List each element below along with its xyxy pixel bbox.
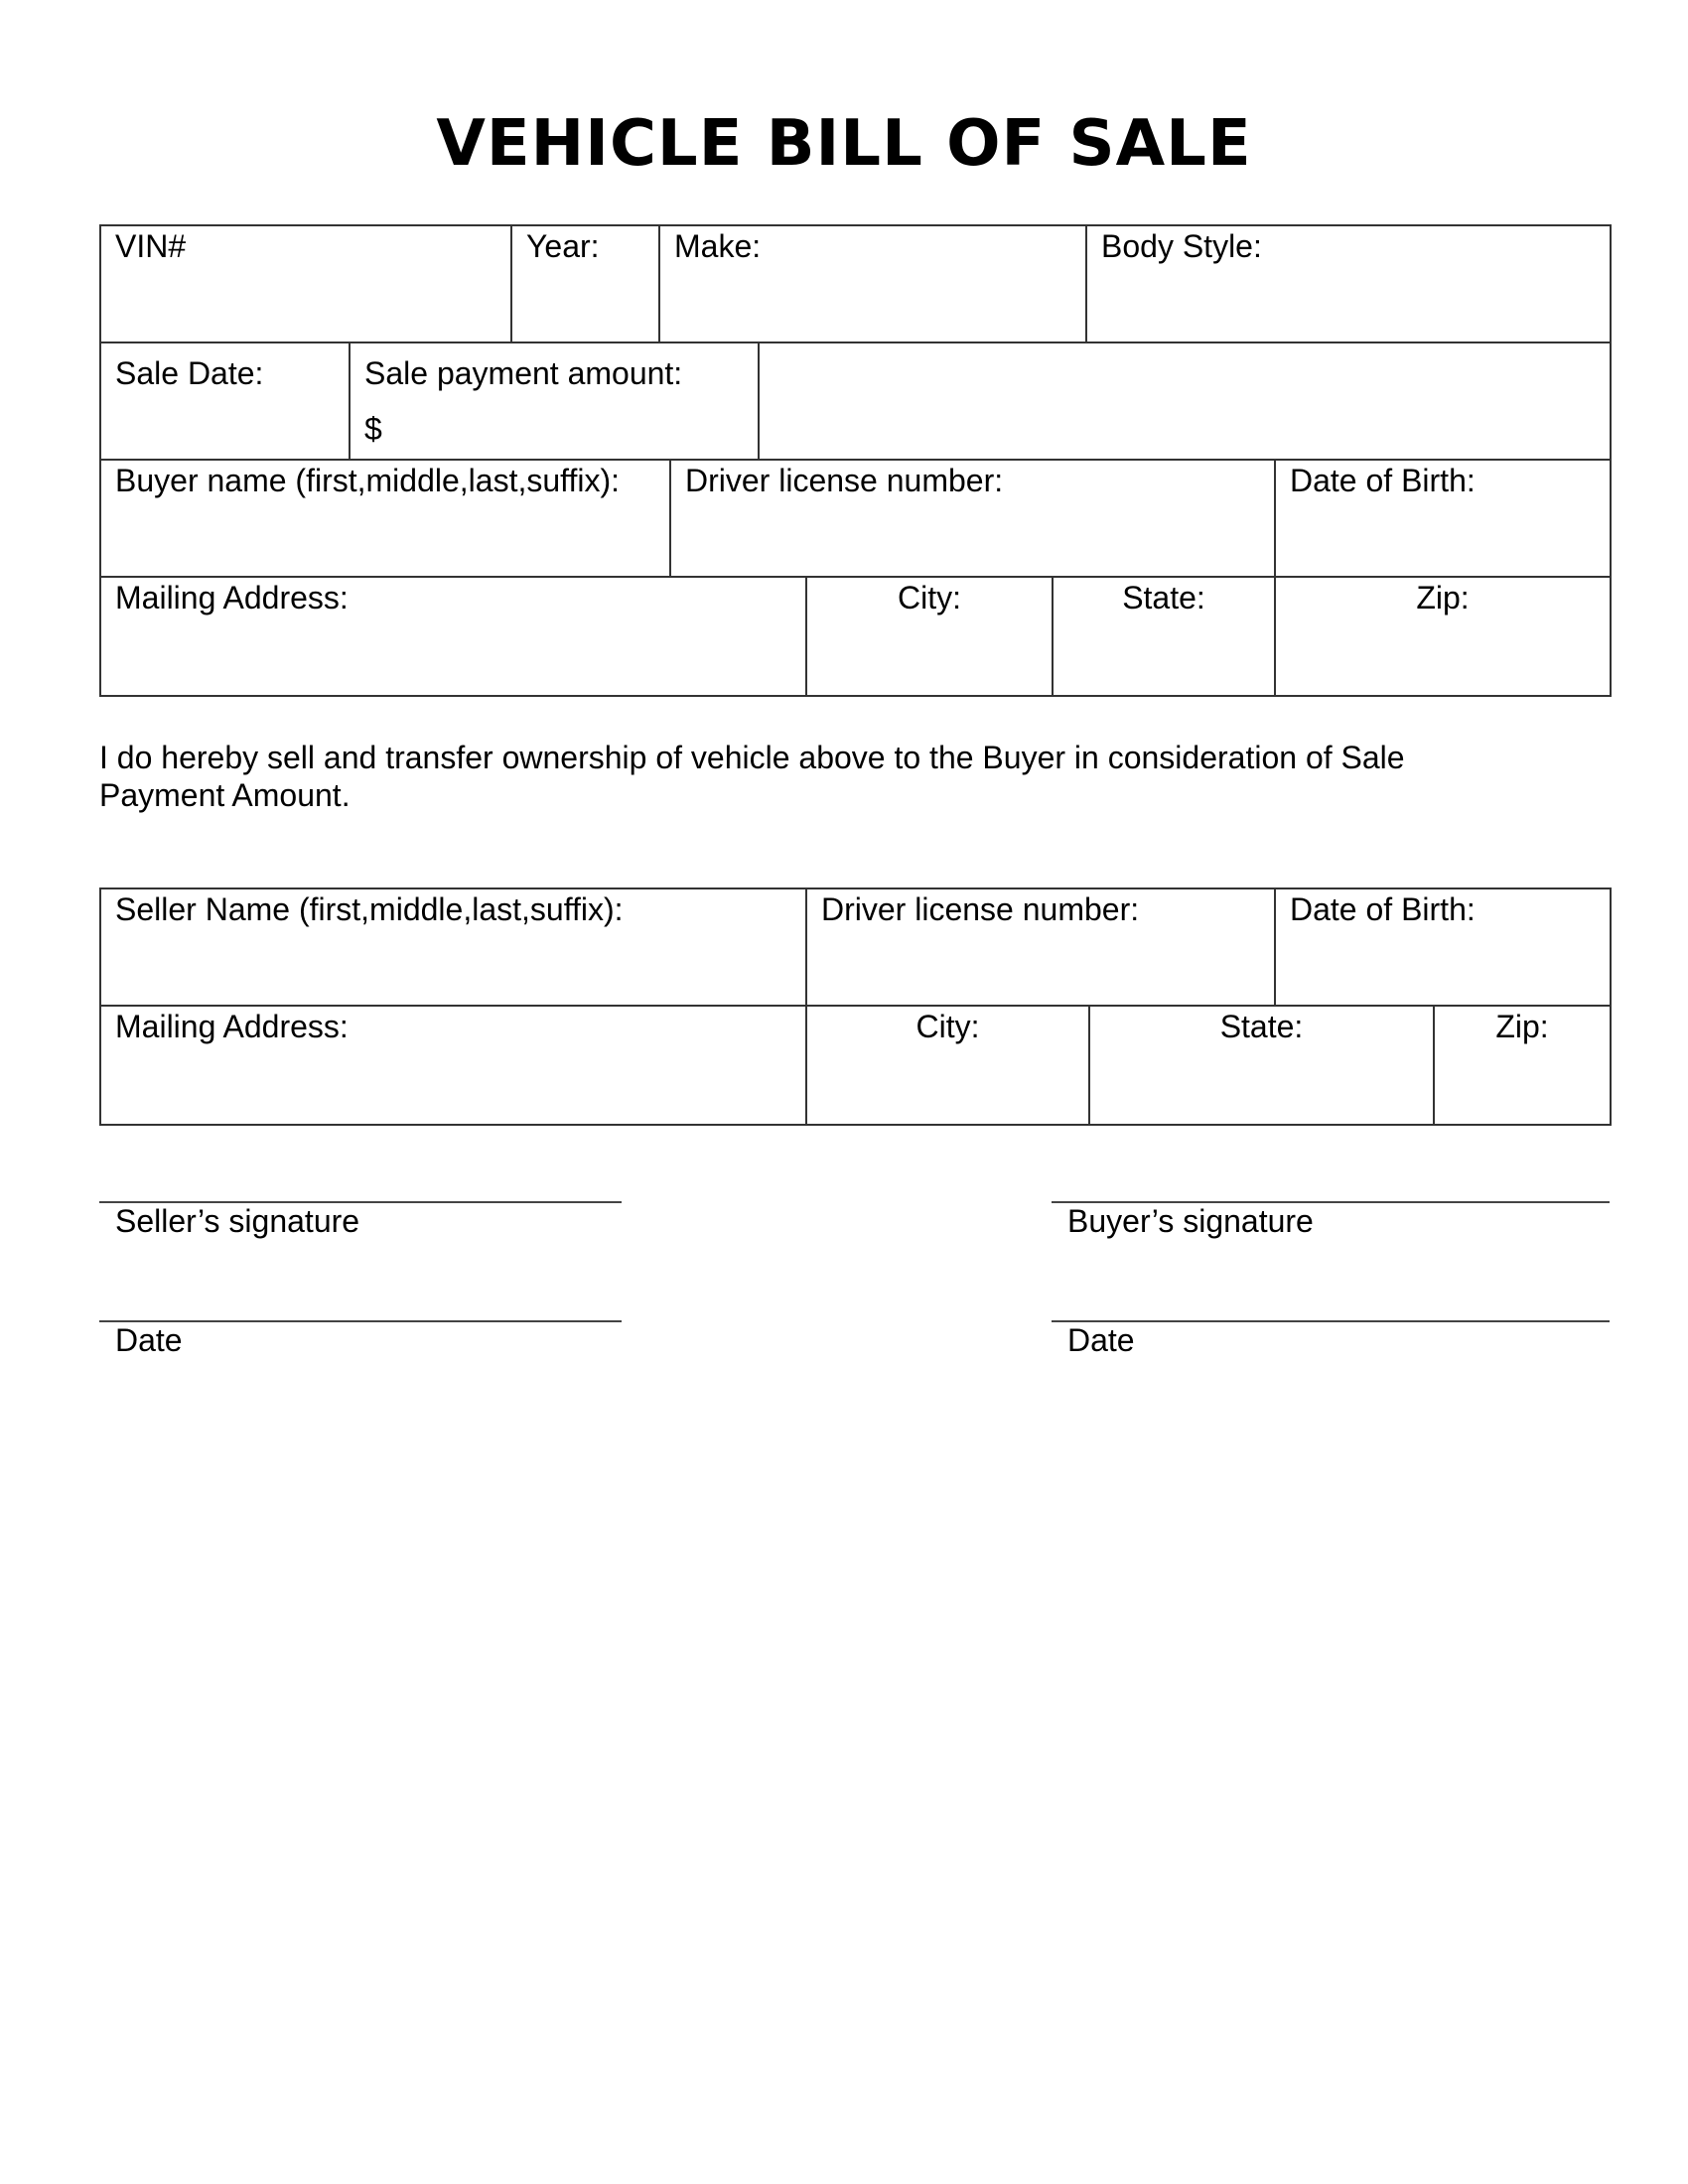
sale-date-label: Sale Date: bbox=[115, 355, 264, 391]
seller-zip-field[interactable] bbox=[1433, 1005, 1612, 1126]
seller-license-field[interactable] bbox=[805, 887, 1276, 1007]
seller-city-label: City: bbox=[915, 1009, 980, 1044]
buyer-dob-field[interactable] bbox=[1274, 459, 1612, 578]
seller-state-label: State: bbox=[1219, 1009, 1304, 1044]
body-style-field[interactable] bbox=[1085, 224, 1612, 343]
buyer-date-line[interactable] bbox=[1052, 1320, 1610, 1322]
year-label: Year: bbox=[526, 228, 600, 264]
seller-dob-field[interactable] bbox=[1274, 887, 1612, 1007]
seller-name-field[interactable] bbox=[99, 887, 807, 1007]
buyer-date-label: Date bbox=[1067, 1322, 1135, 1358]
buyer-state-field[interactable] bbox=[1052, 576, 1276, 697]
body-style-label: Body Style: bbox=[1101, 228, 1262, 264]
page-title: VEHICLE BILL OF SALE bbox=[436, 107, 1252, 181]
seller-zip-label: Zip: bbox=[1495, 1009, 1549, 1044]
make-label: Make: bbox=[674, 228, 762, 264]
vin-field[interactable] bbox=[99, 224, 512, 343]
seller-address-field[interactable] bbox=[99, 1005, 807, 1126]
buyer-state-label: State: bbox=[1122, 580, 1205, 615]
year-field[interactable] bbox=[510, 224, 660, 343]
sale-payment-label: Sale payment amount: bbox=[364, 355, 683, 391]
seller-name-label: Seller Name (first,middle,last,suffix): bbox=[115, 891, 624, 927]
sale-payment-field[interactable] bbox=[349, 341, 760, 461]
buyer-address-label: Mailing Address: bbox=[115, 580, 349, 615]
buyer-license-label: Driver license number: bbox=[685, 463, 1004, 498]
buyer-zip-label: Zip: bbox=[1416, 580, 1470, 615]
buyer-city-field[interactable] bbox=[805, 576, 1054, 697]
buyer-name-field[interactable] bbox=[99, 459, 671, 578]
transfer-statement: I do hereby sell and transfer ownership of vehicle above to the Buyer in consideration of Sale Payment Amount. bbox=[99, 740, 1405, 813]
buyer-signature-label: Buyer’s signature bbox=[1067, 1203, 1314, 1239]
seller-address-label: Mailing Address: bbox=[115, 1009, 349, 1044]
seller-date-label: Date bbox=[115, 1322, 183, 1358]
buyer-license-field[interactable] bbox=[669, 459, 1276, 578]
vin-label: VIN# bbox=[115, 228, 187, 264]
sale-date-field[interactable] bbox=[99, 341, 351, 461]
blank-cell bbox=[758, 341, 1612, 461]
seller-dob-label: Date of Birth: bbox=[1290, 891, 1476, 927]
seller-license-label: Driver license number: bbox=[821, 891, 1140, 927]
seller-signature-label: Seller’s signature bbox=[115, 1203, 360, 1239]
currency-symbol: $ bbox=[364, 411, 382, 447]
seller-state-field[interactable] bbox=[1088, 1005, 1435, 1126]
buyer-city-label: City: bbox=[898, 580, 961, 615]
buyer-name-label: Buyer name (first,middle,last,suffix): bbox=[115, 463, 621, 498]
seller-city-field[interactable] bbox=[805, 1005, 1090, 1126]
buyer-zip-field[interactable] bbox=[1274, 576, 1612, 697]
buyer-dob-label: Date of Birth: bbox=[1290, 463, 1476, 498]
make-field[interactable] bbox=[658, 224, 1087, 343]
buyer-address-field[interactable] bbox=[99, 576, 807, 697]
